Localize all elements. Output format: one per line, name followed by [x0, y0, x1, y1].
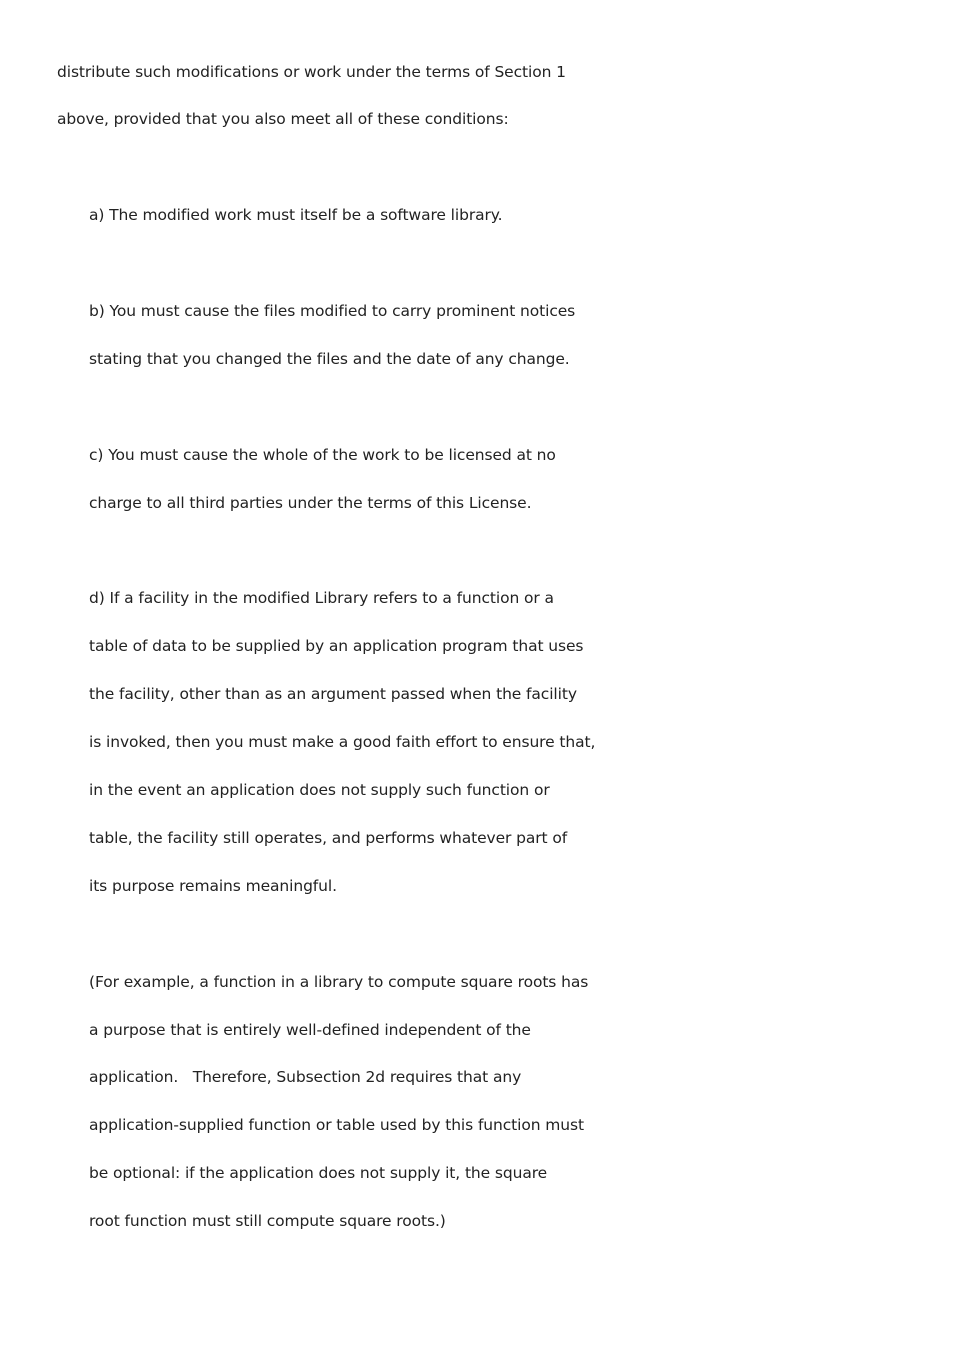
text-line: application-supplied function or table used by this function must	[89, 1116, 584, 1134]
text-line: d) If a facility in the modified Library refers to a function or a	[89, 589, 554, 607]
text-line: above, provided that you also meet all of these conditions:	[57, 110, 509, 128]
text-line: the facility, other than as an argument passed when the facility	[89, 685, 577, 703]
text-line: a) The modified work must itself be a software library.	[89, 206, 503, 224]
text-line: stating that you changed the files and the date of any change.	[89, 350, 570, 368]
text-line: b) You must cause the files modified to carry prominent notices	[89, 302, 576, 320]
text-line: application. Therefore, Subsection 2d requires that any	[89, 1068, 522, 1086]
text-line: root function must still compute square roots.)	[89, 1212, 446, 1230]
text-line: c) You must cause the whole of the work to be licensed at no	[89, 446, 556, 464]
text-line: a purpose that is entirely well-defined independent of the	[89, 1021, 531, 1039]
text-line: in the event an application does not supply such function or	[89, 781, 550, 799]
text-line: charge to all third parties under the terms of this License.	[89, 494, 532, 512]
text-line: table of data to be supplied by an application program that uses	[89, 637, 584, 655]
text-line: (For example, a function in a library to compute square roots has	[89, 973, 589, 991]
text-line: distribute such modifications or work under the terms of Section 1	[57, 63, 566, 81]
text-line: is invoked, then you must make a good faith effort to ensure that,	[89, 733, 596, 751]
text-line: table, the facility still operates, and performs whatever part of	[89, 829, 568, 847]
text-line: its purpose remains meaningful.	[89, 877, 337, 895]
text-line: be optional: if the application does not supply it, the square	[89, 1164, 548, 1182]
